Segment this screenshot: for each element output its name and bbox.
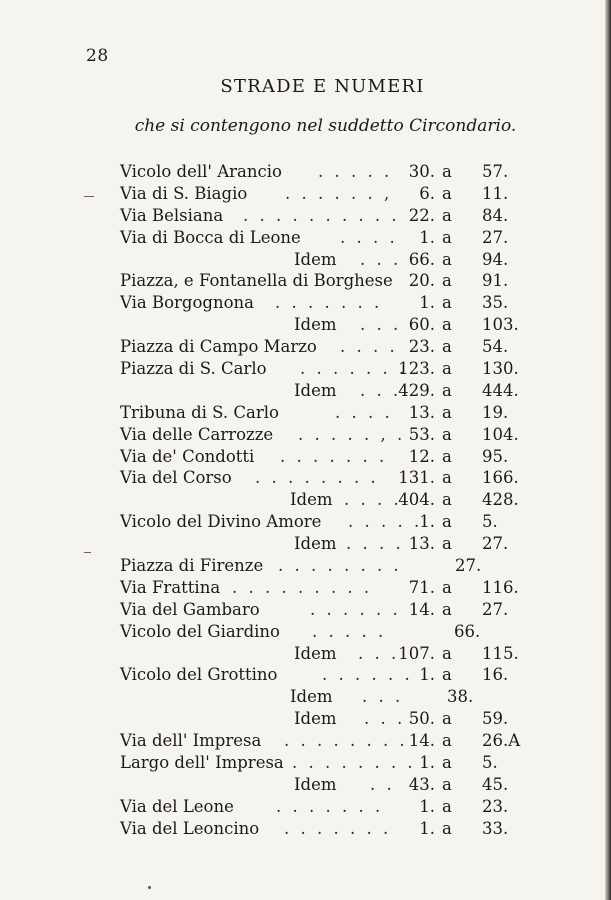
- table-row: [0, 359, 611, 381]
- dot-leader: . . . .: [340, 227, 398, 247]
- range-separator: a: [442, 468, 452, 488]
- street-name: Piazza di S. Carlo: [120, 359, 267, 379]
- number-from: 107.: [398, 643, 435, 663]
- street-name: Idem: [294, 380, 337, 400]
- dot-leader: . . . . . . . .: [255, 468, 379, 488]
- number-to: 84.: [482, 205, 509, 225]
- dot-leader: . . . . . . ,: [285, 183, 393, 203]
- number-to: 59.: [482, 709, 509, 729]
- street-name: Via di S. Biagio: [120, 183, 248, 203]
- street-name: Via del Leone: [120, 796, 234, 816]
- range-separator: a: [442, 709, 452, 729]
- table-row: [0, 709, 611, 731]
- table-row: [0, 556, 611, 578]
- street-name: Via de' Condotti: [120, 446, 255, 466]
- table-row: [0, 512, 611, 534]
- street-name: Idem: [294, 249, 337, 269]
- range-separator: a: [442, 359, 452, 379]
- number-to: 26.A: [482, 731, 521, 751]
- number-to: 116.: [482, 577, 519, 597]
- table-row: [0, 600, 611, 622]
- dot-leader: . . . . . . .: [276, 796, 384, 816]
- table-row: [0, 819, 611, 841]
- street-name: Via Belsiana: [120, 205, 224, 225]
- number-from: 13.: [408, 402, 435, 422]
- number-to: 115.: [482, 643, 519, 663]
- dot-leader: . . .: [360, 249, 402, 269]
- range-separator: a: [442, 774, 452, 794]
- table-row: [0, 184, 611, 206]
- range-separator: a: [442, 577, 452, 597]
- dot-leader: . . . . . . . .: [278, 556, 402, 576]
- street-name: Idem: [290, 490, 333, 510]
- street-name: Via del Gambaro: [120, 599, 260, 619]
- table-row: [0, 315, 611, 337]
- dot-leader: . . .: [358, 643, 400, 663]
- range-separator: a: [442, 271, 452, 291]
- number-from: 50.: [408, 709, 435, 729]
- number-to: 33.: [482, 818, 509, 838]
- street-table: [0, 162, 611, 841]
- dot-leader: . . . . . . . .: [292, 753, 416, 773]
- table-row: [0, 731, 611, 753]
- ink-speck: [148, 886, 151, 889]
- range-separator: a: [442, 227, 452, 247]
- street-name: Vicolo del Giardino: [120, 621, 280, 641]
- number-to: 16.: [482, 665, 509, 685]
- number-to: 94.: [482, 249, 509, 269]
- range-separator: a: [442, 753, 452, 773]
- number-from: 20.: [408, 271, 435, 291]
- number-to: 428.: [482, 490, 519, 510]
- street-name: Piazza di Campo Marzo: [120, 337, 317, 357]
- street-name: Idem: [290, 687, 333, 707]
- range-separator: a: [442, 599, 452, 619]
- table-row: [0, 425, 611, 447]
- number-from: 1.: [419, 293, 435, 313]
- number-from: 1.: [419, 227, 435, 247]
- number-to: 35.: [482, 293, 509, 313]
- street-name: Idem: [294, 774, 337, 794]
- street-name: Via del Leoncino: [120, 818, 260, 838]
- number-from: 1.: [419, 818, 435, 838]
- range-separator: a: [442, 818, 452, 838]
- house-number: 38.: [447, 687, 474, 707]
- number-to: 27.: [482, 227, 509, 247]
- number-to: 444.: [482, 380, 519, 400]
- number-to: 57.: [482, 162, 509, 181]
- house-number: 27.: [455, 556, 482, 576]
- number-from: 1.: [419, 665, 435, 685]
- dot-leader: . . . . . . . . .: [232, 577, 373, 597]
- range-separator: a: [442, 796, 452, 816]
- table-row: [0, 293, 611, 315]
- street-name: Piazza di Firenze: [120, 556, 264, 576]
- number-to: 103.: [482, 315, 519, 335]
- dot-leader: . . . . . .: [310, 599, 401, 619]
- number-to: 95.: [482, 446, 509, 466]
- street-name: Idem: [294, 315, 337, 335]
- range-separator: a: [442, 490, 452, 510]
- range-separator: a: [442, 446, 452, 466]
- dot-leader: . . .: [362, 687, 404, 707]
- number-from: 23.: [408, 337, 435, 357]
- street-name: Idem: [294, 534, 337, 554]
- table-row: [0, 162, 611, 184]
- street-name: Tribuna di S. Carlo: [120, 402, 279, 422]
- range-separator: a: [442, 249, 452, 269]
- page-subtitle: che si contengono nel suddetto Circondario.: [134, 116, 517, 136]
- range-separator: a: [442, 183, 452, 203]
- number-to: 23.: [482, 796, 509, 816]
- number-from: 12.: [408, 446, 435, 466]
- dot-leader: . . . . . , .: [298, 424, 406, 444]
- number-to: 19.: [482, 402, 509, 422]
- table-row: [0, 578, 611, 600]
- table-row: [0, 206, 611, 228]
- number-from: 13.: [408, 534, 435, 554]
- range-separator: a: [442, 731, 452, 751]
- table-row: [0, 534, 611, 556]
- dot-leader: . . .: [360, 380, 402, 400]
- number-from: 71.: [408, 577, 435, 597]
- range-separator: a: [442, 643, 452, 663]
- number-to: 45.: [482, 774, 509, 794]
- number-from: 6.: [419, 183, 435, 203]
- table-row: [0, 228, 611, 250]
- number-from: 66.: [408, 249, 435, 269]
- page-title: STRADE E NUMERI: [220, 76, 425, 97]
- street-name: Vicolo del Divino Amore: [120, 512, 322, 532]
- range-separator: a: [442, 380, 452, 400]
- table-row: [0, 753, 611, 775]
- range-separator: a: [442, 534, 452, 554]
- number-from: 123.: [398, 359, 435, 379]
- number-to: 91.: [482, 271, 509, 291]
- table-row: [0, 775, 611, 797]
- table-row: [0, 381, 611, 403]
- dot-leader: . . . . . . .: [300, 359, 408, 379]
- table-row: [0, 622, 611, 644]
- number-to: 166.: [482, 468, 519, 488]
- house-number: 66.: [454, 621, 481, 641]
- number-to: 5.: [482, 753, 498, 773]
- table-row: [0, 337, 611, 359]
- street-name: Via del Corso: [120, 468, 232, 488]
- street-name: Largo dell' Impresa: [120, 753, 284, 773]
- street-name: Via Borgognona: [120, 293, 255, 313]
- table-row: [0, 447, 611, 469]
- range-separator: a: [442, 424, 452, 444]
- table-row: [0, 250, 611, 272]
- range-separator: a: [442, 205, 452, 225]
- range-separator: a: [442, 512, 452, 532]
- street-name: Via Frattina: [120, 577, 221, 597]
- number-from: 429.: [398, 380, 435, 400]
- range-separator: a: [442, 665, 452, 685]
- dot-leader: . . . .: [346, 534, 404, 554]
- dot-leader: . . . .: [335, 402, 393, 422]
- dot-leader: . . .: [364, 709, 406, 729]
- number-from: 53.: [408, 424, 435, 444]
- number-from: 30.: [408, 162, 435, 181]
- dot-leader: . . . . . . .: [284, 818, 392, 838]
- street-name: Via di Bocca di Leone: [120, 227, 301, 247]
- number-to: 5.: [482, 512, 498, 532]
- dot-leader: . . . . . . .: [280, 446, 388, 466]
- dot-leader: . . . . .: [318, 162, 393, 181]
- street-name: Via delle Carrozze: [120, 424, 274, 444]
- number-from: 43.: [408, 774, 435, 794]
- number-to: 27.: [482, 599, 509, 619]
- street-name: Vicolo del Grottino: [120, 665, 278, 685]
- table-row: [0, 665, 611, 687]
- table-row: [0, 403, 611, 425]
- table-row: [0, 271, 611, 293]
- number-from: 1.: [419, 512, 435, 532]
- number-from: 404.: [398, 490, 435, 510]
- street-name: Piazza, e Fontanella di Borghese: [120, 271, 393, 291]
- table-row: [0, 644, 611, 666]
- table-row: [0, 687, 611, 709]
- street-name: Idem: [294, 643, 337, 663]
- range-separator: a: [442, 402, 452, 422]
- number-from: 14.: [408, 599, 435, 619]
- dot-leader: . . . . . .: [322, 665, 413, 685]
- number-to: 27.: [482, 534, 509, 554]
- dot-leader: . . . . . . . . . .: [243, 205, 400, 225]
- street-name: Idem: [294, 709, 337, 729]
- number-to: 130.: [482, 359, 519, 379]
- dot-leader: . . . . . . . .: [284, 731, 408, 751]
- number-from: 1.: [419, 753, 435, 773]
- table-row: [0, 797, 611, 819]
- dot-leader: . . . .: [344, 490, 402, 510]
- page-number: 28: [86, 46, 109, 66]
- range-separator: a: [442, 337, 452, 357]
- table-row: [0, 468, 611, 490]
- number-to: 11.: [482, 183, 509, 203]
- range-separator: a: [442, 162, 452, 181]
- dot-leader: . . . . . . .: [275, 293, 383, 313]
- street-name: Vicolo dell' Arancio: [120, 162, 282, 181]
- dot-leader: . .: [370, 774, 395, 794]
- number-to: 54.: [482, 337, 509, 357]
- range-separator: a: [442, 293, 452, 313]
- table-row: [0, 490, 611, 512]
- street-name: Via dell' Impresa: [120, 731, 262, 751]
- number-from: 22.: [408, 205, 435, 225]
- number-from: 1.: [419, 796, 435, 816]
- number-from: 60.: [408, 315, 435, 335]
- number-to: 104.: [482, 424, 519, 444]
- dot-leader: . . . . .: [348, 512, 423, 532]
- number-from: 14.: [408, 731, 435, 751]
- range-separator: a: [442, 315, 452, 335]
- dot-leader: . . . .: [340, 337, 398, 357]
- dot-leader: . . . . .: [312, 621, 387, 641]
- number-from: 131.: [398, 468, 435, 488]
- dot-leader: . . .: [360, 315, 402, 335]
